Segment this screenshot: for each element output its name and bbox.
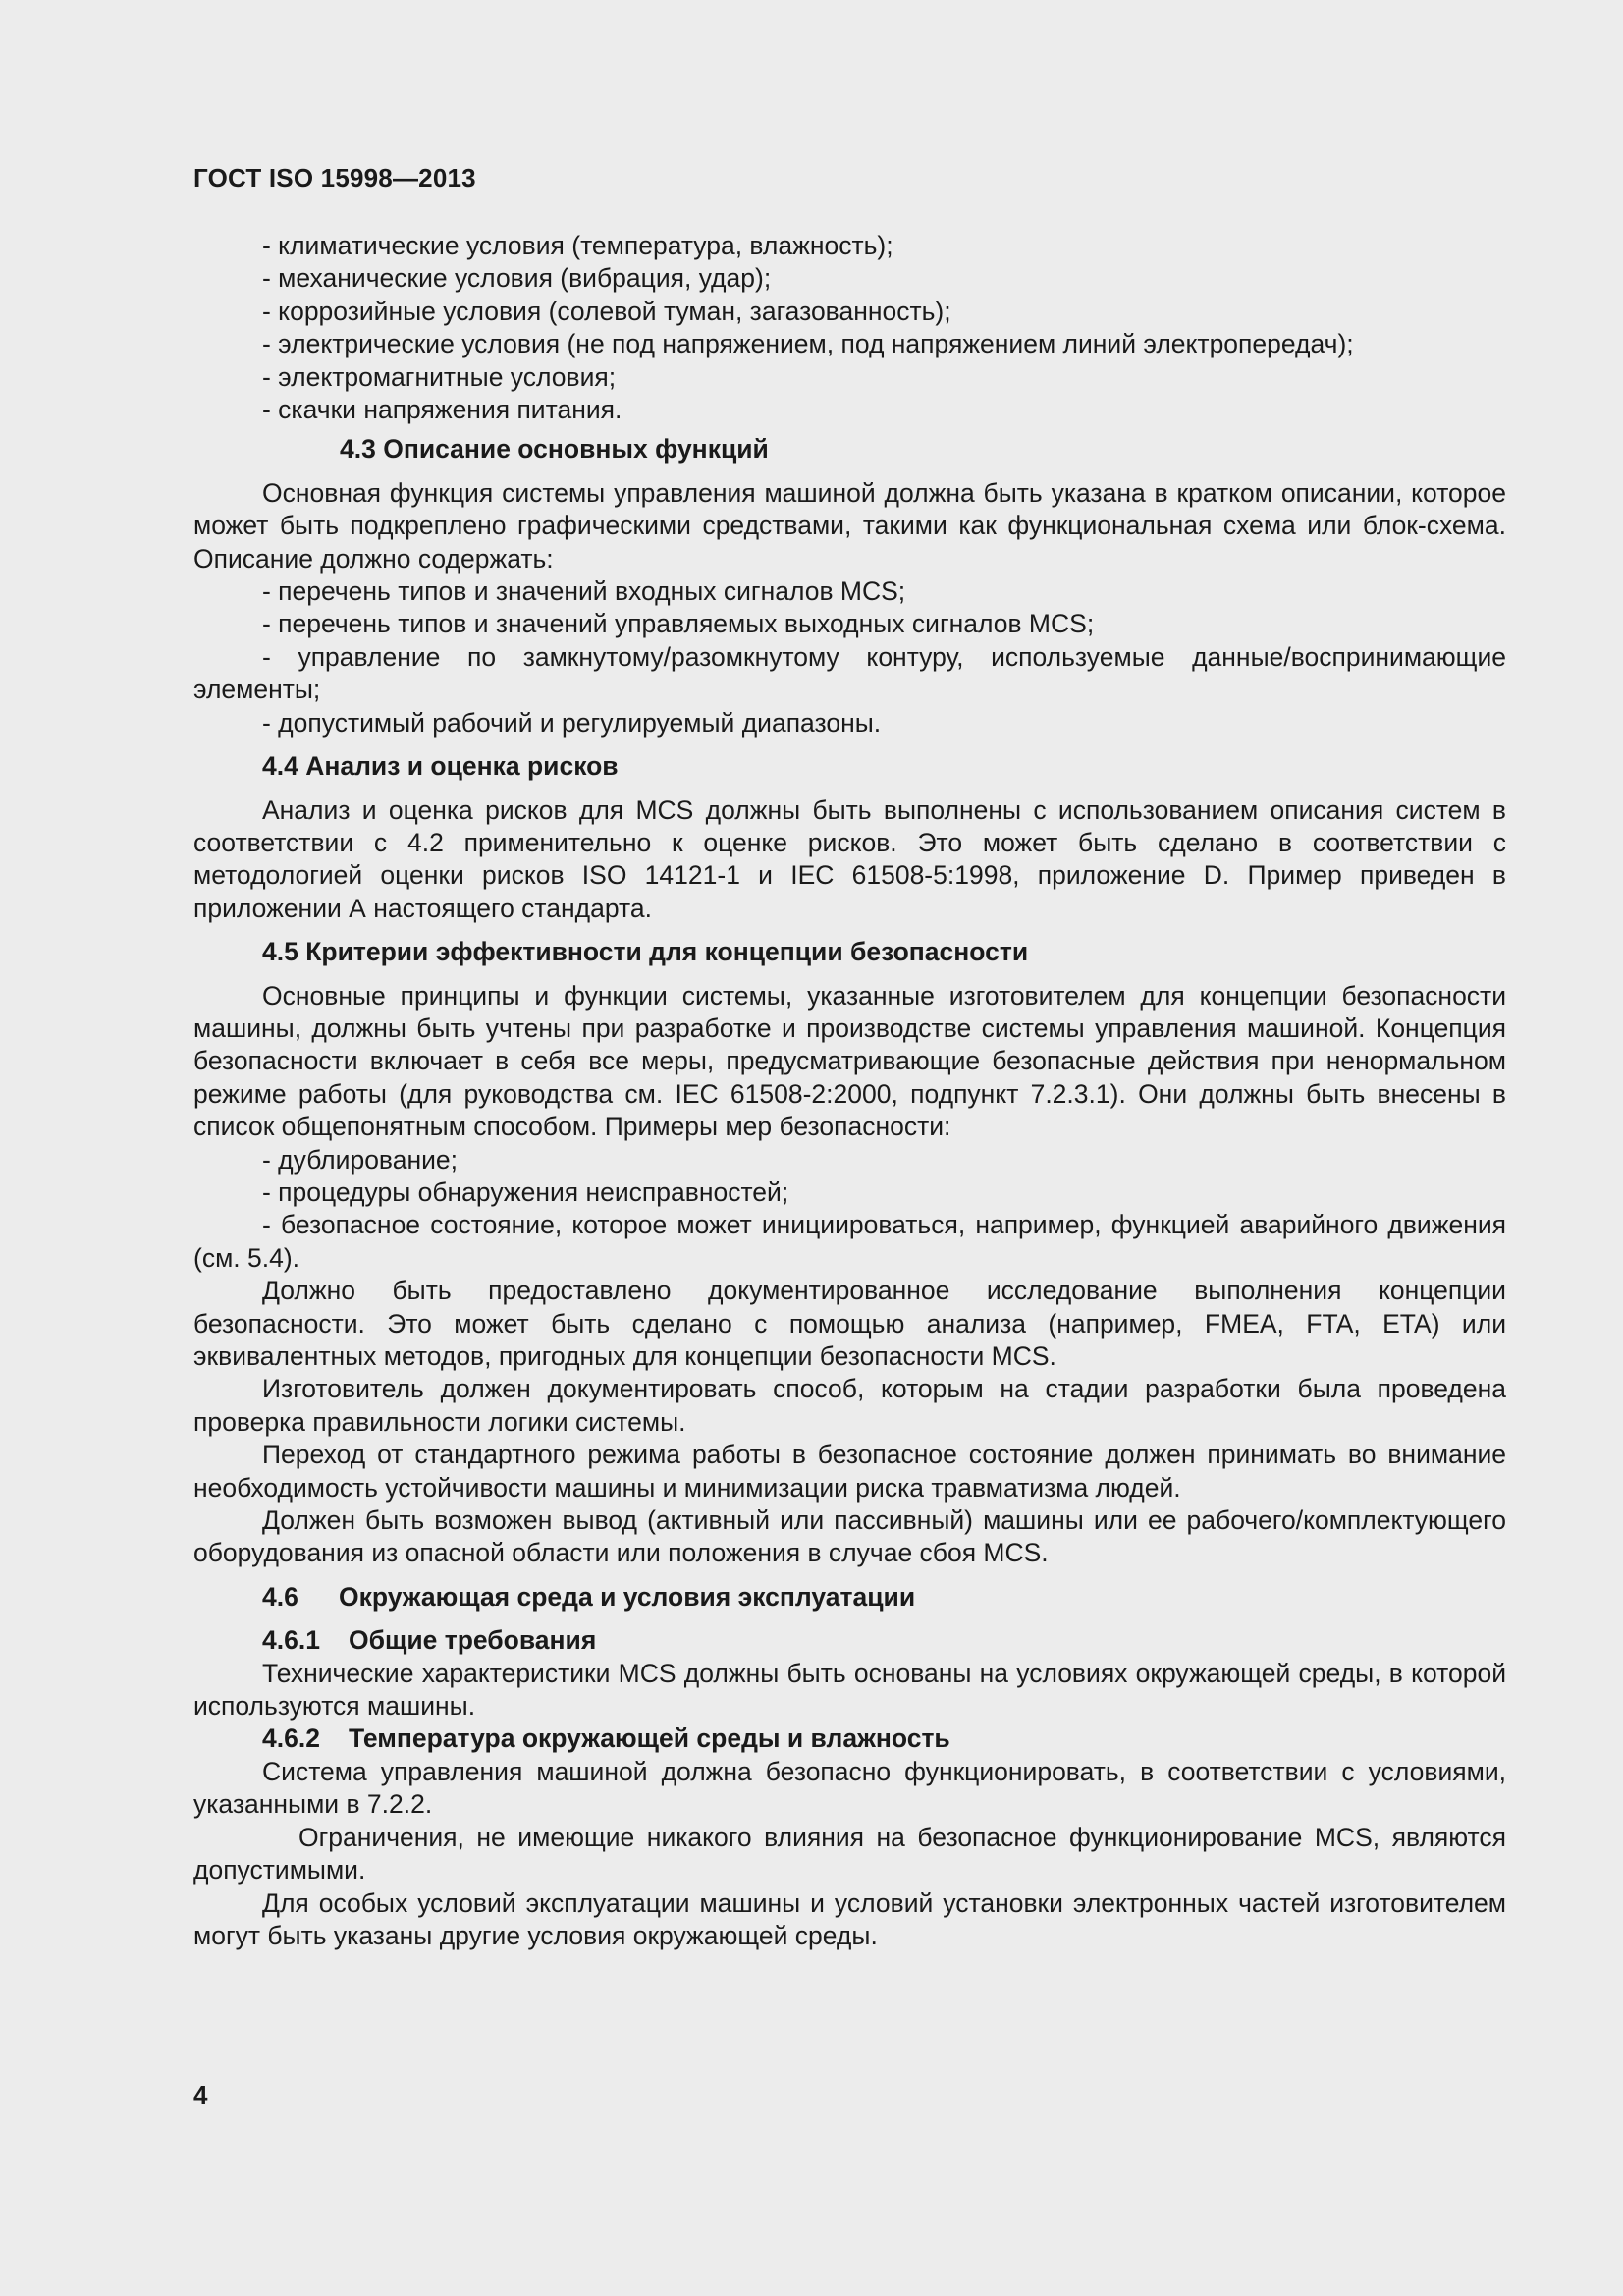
list-item: - дублирование; — [262, 1144, 458, 1175]
paragraph: Основные принципы и функции системы, указанные изготовителем для концепции безопасности машины, должны быть учтены при разработке и производстве системы управления машиной. Концепция безопасности включает в себя все меры, предусматривающие безопасные действия при ненормальном режиме работы (для руководства см. IEC 61508-2:2000, подпункт 7.2.3.1). Они должны быть внесены в список общепонятным способом. Примеры мер безопасности: — [193, 980, 1506, 1142]
subsection-heading-4-6-1 — [193, 1624, 1506, 1657]
list-item: - управление по замкнутому/разомкнутому контуру, используемые данные/воспринимающие элементы; — [193, 641, 1506, 705]
section-heading-4-4: 4.4 Анализ и оценка рисков — [262, 751, 619, 782]
paragraph: Для особых условий эксплуатации машины и условий установки электронных частей изготовителем могут быть указаны другие условия окружающей среды. — [193, 1887, 1506, 1950]
paragraph: Анализ и оценка рисков для MCS должны быть выполнены с использованием описания систем в соответствии с 4.2 применительно к оценке рисков. Это может быть сделано в соответствии с методологией оценки рисков ISO 14121-1 и IEC 61508-5:1998, приложение D. Пример приведен в приложении А настоящего стандарта. — [193, 794, 1506, 923]
subsection-heading-4-6-2 — [193, 1722, 1506, 1755]
paragraph: Должен быть возможен вывод (активный или пассивный) машины или ее рабочего/комплектующего оборудования из опасной области или положения в случае сбоя MCS. — [193, 1505, 1506, 1568]
subsection-title: Общие требования — [349, 1625, 597, 1656]
paragraph: Ограничения, не имеющие никакого влияния на безопасное функционирование MCS, являются допустимыми. — [193, 1822, 1506, 1886]
paragraph: Основная функция системы управления машиной должна быть указана в кратком описании, которое может быть подкреплено графическими средствами, такими как функциональная схема или блок-схема. Описание должно содержать: — [193, 477, 1506, 574]
paragraph: Технические характеристики MCS должны быть основаны на условиях окружающей среды, в которой используются машины. — [193, 1658, 1506, 1722]
paragraph: Должно быть предоставлено документированное исследование выполнения концепции безопасности. Это может быть сделано с помощью анализа (например, FMEA, FTA, ETA) или эквивалентных методов, пригодных для концепции безопасности MCS. — [193, 1276, 1506, 1371]
document-body — [193, 230, 1506, 1952]
list-item: - механические условия (вибрация, удар); — [262, 263, 772, 294]
section-title: Окружающая среда и условия эксплуатации — [339, 1581, 916, 1612]
document-header: ГОСТ ISO 15998—2013 — [193, 163, 476, 192]
list-item: - допустимый рабочий и регулируемый диапазоны. — [262, 707, 882, 738]
page-number: 4 — [193, 2080, 208, 2109]
section-heading-4-5: 4.5 Критерии эффективности для концепции безопасности — [262, 937, 1029, 967]
paragraph: Система управления машиной должна безопасно функционировать, в соответствии с условиями, указанными в 7.2.2. — [193, 1756, 1506, 1820]
list-item: - коррозийные условия (солевой туман, загазованность); — [262, 296, 951, 326]
subsection-number: 4.6.2 — [262, 1723, 320, 1754]
paragraph: Переход от стандартного режима работы в безопасное состояние должен принимать во внимание необходимость устойчивости машины и минимизации риска травматизма людей. — [193, 1440, 1506, 1503]
section-number: 4.6 — [262, 1581, 298, 1612]
paragraph: Изготовитель должен документировать способ, которым на стадии разработки была проведена проверка правильности логики системы. — [193, 1374, 1506, 1437]
section-heading-4-3: 4.3 Описание основных функций — [340, 434, 769, 465]
list-item: - электромагнитные условия; — [262, 361, 617, 392]
section-heading-4-6 — [193, 1581, 1506, 1613]
subsection-number: 4.6.1 — [262, 1625, 320, 1656]
list-item: - электрические условия (не под напряжением, под напряжением линий электропередач); — [262, 329, 1354, 359]
list-item: - скачки напряжения питания. — [262, 395, 622, 425]
list-item: - климатические условия (температура, влажность); — [262, 231, 893, 260]
subsection-title: Температура окружающей среды и влажность — [349, 1723, 950, 1754]
list-item: - безопасное состояние, которое может инициироваться, например, функцией аварийного движения (см. 5.4). — [193, 1210, 1506, 1273]
list-item: - перечень типов и значений входных сигналов MCS; — [262, 576, 906, 607]
list-item: - процедуры обнаружения неисправностей; — [262, 1176, 789, 1207]
list-item: - перечень типов и значений управляемых выходных сигналов MCS; — [262, 609, 1095, 639]
